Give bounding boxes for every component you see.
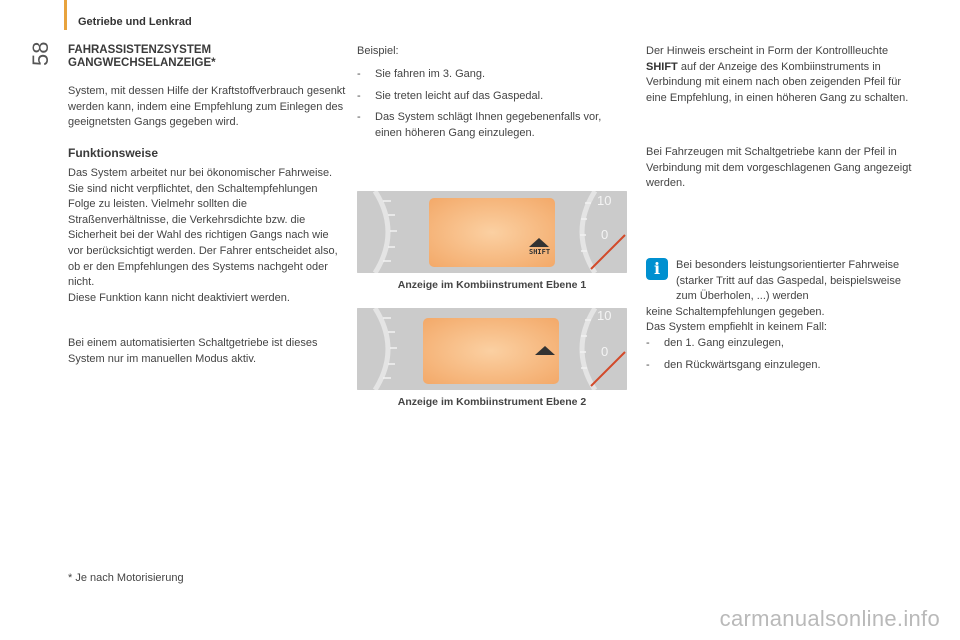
gauge-min-label: 0 [601, 344, 609, 359]
gauge-min-label: 0 [601, 227, 609, 242]
list-item: - Das System schlägt Ihnen gegebenenfalls vor, einen höheren Gang einzulegen. [357, 111, 602, 139]
caption-level-2: Anzeige im Kombiinstrument Ebene 2 [397, 396, 587, 408]
info-text-rest: keine Schaltempfehlungen gegeben. [646, 305, 825, 318]
instrument-panel-level-1 [357, 191, 627, 273]
instrument-illustration-2 [357, 308, 627, 390]
gauge-max-label: 10 [597, 193, 612, 208]
instrument-panel-level-2 [357, 308, 627, 390]
page-heading: FAHRASSISTENZSYSTEM GANGWECHSELANZEIGE* [68, 44, 216, 69]
funktionsweise-text [68, 166, 346, 306]
display-screen [429, 198, 555, 267]
intro-paragraph: System, mit dessen Hilfe der Kraftstoffverbrauch gesenkt werden kann, indem eine Empfehlung zum Einlegen des geeignetsten Gangs gegeben wird. [68, 85, 346, 129]
display-screen [423, 318, 559, 384]
info-icon: i [646, 258, 668, 280]
funktion-line: Sie sind nicht verpflichtet, den Schaltempfehlungen Folge zu leisten. Vielmehr sollten die Straßenverhältnisse, die Verkehrsdichte bzw. die Sicherheit bei der Wahl des richtigen Gangs nach wie vor berücksichtigt werden. Der Fahrer entscheidet also, ob er den Empfehlungen des Systems nachgeht oder nicht. [68, 182, 338, 289]
list-item: - den Rückwärtsgang einzulegen. [646, 358, 821, 371]
beispiel-list [357, 67, 627, 147]
section-accent-bar [64, 0, 67, 30]
manual-gearbox-paragraph: Bei Fahrzeugen mit Schaltgetriebe kann der Pfeil in Verbindung mit dem vorgeschlagenen Gang angezeigt werden. [646, 146, 912, 190]
automatic-gearbox-note: Bei einem automatisierten Schaltgetriebe ist dieses System nur im manuellen Modus aktiv. [68, 337, 318, 365]
section-title: Getriebe und Lenkrad [78, 16, 192, 28]
info-text-intro: Das System empfiehlt in keinem Fall: [646, 321, 827, 334]
info-box [646, 258, 916, 379]
list-item: - Sie treten leicht auf das Gaspedal. [357, 89, 544, 102]
caption-level-1: Anzeige im Kombiinstrument Ebene 1 [397, 279, 587, 291]
list-item: - Sie fahren im 3. Gang. [357, 68, 486, 80]
shift-hint-paragraph: Der Hinweis erscheint in Form der Kontrollleuchte SHIFT auf der Anzeige des Kombiinstruments in Verbindung mit einem nach oben zeigenden Pfeil für eine Empfehlung, in einen höheren Gang zu schalten. [646, 45, 909, 104]
watermark: carmanualsonline.info [719, 606, 940, 631]
beispiel-label: Beispiel: [357, 45, 399, 57]
shift-indicator-label: SHIFT [529, 248, 551, 256]
footnote: * Je nach Motorisierung [68, 572, 184, 584]
gauge-max-label: 10 [597, 308, 612, 323]
funktion-line: Das System arbeitet nur bei ökonomischer Fahrweise. [68, 167, 333, 179]
instrument-illustration-1 [357, 191, 627, 273]
funktion-line: Diese Funktion kann nicht deaktiviert werden. [68, 291, 290, 304]
funktionsweise-heading: Funktionsweise [68, 146, 159, 160]
info-text-first: Bei besonders leistungsorientierter Fahrweise (starker Tritt auf das Gaspedal, beispielsweise zum Überholen, ...) werden [676, 259, 901, 303]
info-list [646, 336, 916, 373]
shift-keyword: SHIFT [646, 60, 678, 73]
page-number: 58 [28, 41, 53, 66]
list-item: - den 1. Gang einzulegen, [646, 336, 784, 349]
